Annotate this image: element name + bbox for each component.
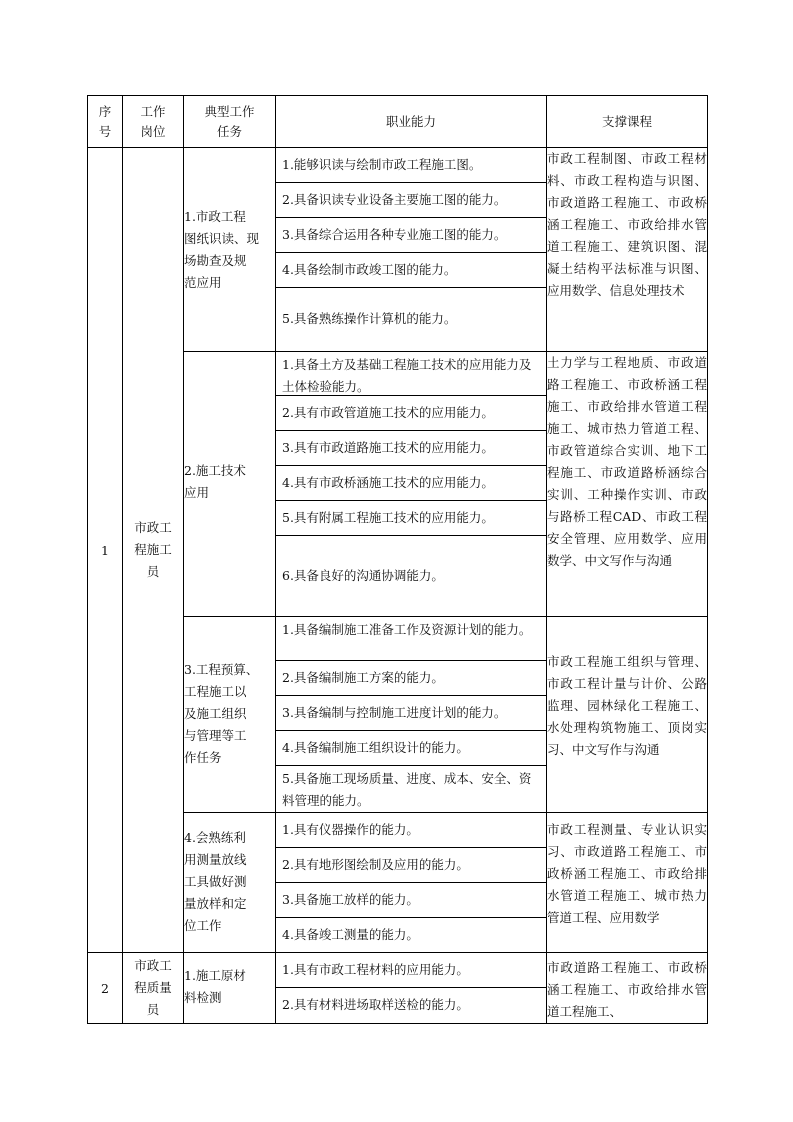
ability-text: 1.能够识读与绘制市政工程施工图。	[282, 157, 482, 172]
course-cell: 土力学与工程地质、市政道路工程施工、市政桥涵工程施工、市政给排水管道工程施工、城市热力管道工程、市政管道综合实训、地下工程施工、市政道路桥涵综合实训、工种操作实训、市政与路桥工程CAD、市政工程安全管理、应用数学、应用数学、中文写作与沟通	[547, 352, 708, 617]
task-cell	[184, 352, 276, 617]
ability-item	[276, 253, 546, 288]
table-row	[88, 148, 708, 352]
task-line: 4.会熟练利	[184, 830, 246, 845]
header-seq-line: 号	[98, 123, 112, 139]
course-cell: 市政工程制图、市政工程材料、市政工程构造与识图、市政道路工程施工、市政桥涵工程施工、市政给排水管道工程施工、建筑识图、混凝土结构平法标准与识图、应用数学、信息处理技术	[547, 148, 708, 352]
position-cell	[123, 953, 184, 1024]
ability-item	[276, 617, 546, 661]
task-line: 3.工程预算、	[184, 662, 259, 677]
header-task-line: 任务	[216, 123, 242, 139]
position-line: 市政工	[134, 520, 172, 535]
task-cell	[184, 813, 276, 953]
task-line: 图纸识读、现	[184, 231, 260, 246]
ability-list	[276, 148, 546, 350]
ability-list	[276, 352, 546, 616]
task-line: 1.市政工程	[184, 209, 246, 224]
position-line: 程施工	[134, 542, 172, 557]
ability-item	[276, 431, 546, 466]
task-line: 应用	[184, 485, 210, 500]
ability-item	[276, 288, 546, 350]
ability-item	[276, 148, 546, 183]
ability-item	[276, 661, 546, 696]
occupation-table	[87, 95, 708, 1024]
ability-item	[276, 988, 546, 1022]
ability-item	[276, 883, 546, 918]
table-row	[88, 953, 708, 1024]
course-cell: 市政工程施工组织与管理、市政工程计量与计价、公路监理、园林绿化工程施工、水处理构筑物施工、顶岗实习、中文写作与沟通	[547, 617, 708, 813]
ability-list	[276, 813, 546, 951]
task-line: 工具做好测	[184, 874, 247, 889]
header-position	[123, 96, 184, 148]
ability-text: 4.具备竣工测量的能力。	[282, 926, 419, 942]
header-course: 支撑课程	[547, 96, 708, 148]
ability-item	[276, 183, 546, 218]
ability-text: 3.具备施工放样的能力。	[282, 892, 419, 907]
ability-text: 1.具有市政工程材料的应用能力。	[282, 962, 469, 977]
ability-cell	[276, 617, 547, 813]
task-cell	[184, 953, 276, 1024]
seq-cell: 2	[88, 953, 123, 1024]
ability-item	[276, 218, 546, 253]
ability-item	[276, 953, 546, 988]
ability-list	[276, 617, 546, 812]
task-line: 位工作	[184, 918, 222, 933]
task-line: 1.施工原材	[184, 968, 246, 983]
ability-item	[276, 696, 546, 731]
ability-text: 5.具备熟练操作计算机的能力。	[282, 311, 457, 326]
header-task	[184, 96, 276, 148]
ability-item	[276, 918, 546, 951]
position-cell	[123, 148, 184, 953]
ability-list	[276, 953, 546, 1022]
position-line: 市政工	[134, 958, 172, 973]
task-cell	[184, 617, 276, 813]
ability-item	[276, 536, 546, 616]
seq-cell: 1	[88, 148, 123, 953]
ability-text: 1.具备编制施工准备工作及资源计划的能力。	[282, 622, 532, 637]
position-line: 程质量	[134, 980, 172, 995]
ability-text: 4.具有市政桥涵施工技术的应用能力。	[282, 475, 494, 490]
task-line: 与管理等工	[184, 728, 247, 743]
course-cell: 市政道路工程施工、市政桥涵工程施工、市政给排水管道工程施工、	[547, 953, 708, 1024]
ability-text: 1.具备土方及基础工程施工技术的应用能力及土体检验能力。	[282, 357, 532, 394]
ability-item	[276, 766, 546, 812]
task-line: 2.施工技术	[184, 463, 246, 478]
ability-text: 2.具有地形图绘制及应用的能力。	[282, 857, 469, 872]
ability-text: 3.具备综合运用各种专业施工图的能力。	[282, 227, 507, 242]
ability-item	[276, 396, 546, 431]
header-seq-line: 序	[98, 103, 112, 119]
task-line: 场勘查及规	[184, 253, 247, 268]
ability-text: 5.具备施工现场质量、进度、成本、安全、资料管理的能力。	[282, 771, 532, 808]
ability-text: 1.具有仪器操作的能力。	[282, 822, 419, 837]
header-row	[88, 96, 708, 148]
ability-text: 4.具备绘制市政竣工图的能力。	[282, 262, 457, 277]
position-line: 员	[146, 1002, 160, 1017]
task-line: 作任务	[184, 750, 222, 765]
position-line: 员	[146, 564, 160, 579]
task-cell	[184, 148, 276, 352]
header-ability: 职业能力	[276, 96, 547, 148]
task-line: 范应用	[184, 275, 222, 290]
ability-text: 6.具备良好的沟通协调能力。	[282, 568, 444, 583]
task-line: 用测量放线	[184, 852, 247, 867]
task-line: 料检测	[184, 990, 222, 1005]
ability-item	[276, 352, 546, 396]
ability-cell	[276, 352, 547, 617]
ability-item	[276, 813, 546, 848]
task-line: 量放样和定	[184, 896, 247, 911]
task-line: 及施工组织	[184, 706, 247, 721]
ability-text: 2.具备识读专业设备主要施工图的能力。	[282, 192, 507, 207]
ability-text: 2.具备编制施工方案的能力。	[282, 670, 444, 685]
header-task-line: 典型工作	[204, 103, 255, 119]
ability-text: 2.具有市政管道施工技术的应用能力。	[282, 405, 494, 420]
ability-cell	[276, 813, 547, 953]
ability-text: 3.具有市政道路施工技术的应用能力。	[282, 440, 494, 455]
ability-text: 3.具备编制与控制施工进度计划的能力。	[282, 705, 507, 720]
task-line: 工程施工以	[184, 684, 247, 699]
ability-cell	[276, 953, 547, 1024]
course-cell: 市政工程测量、专业认识实习、市政道路工程施工、市政桥涵工程施工、市政给排水管道工程施工、城市热力管道工程、应用数学	[547, 813, 708, 953]
ability-cell	[276, 148, 547, 352]
header-position-line: 岗位	[140, 123, 166, 139]
ability-text: 5.具有附属工程施工技术的应用能力。	[282, 510, 494, 525]
ability-item	[276, 501, 546, 536]
ability-text: 2.具有材料进场取样送检的能力。	[282, 997, 469, 1012]
ability-item	[276, 848, 546, 883]
header-position-line: 工作	[140, 103, 166, 119]
ability-item	[276, 731, 546, 766]
ability-item	[276, 466, 546, 501]
header-seq	[88, 96, 123, 148]
ability-text: 4.具备编制施工组织设计的能力。	[282, 740, 469, 755]
